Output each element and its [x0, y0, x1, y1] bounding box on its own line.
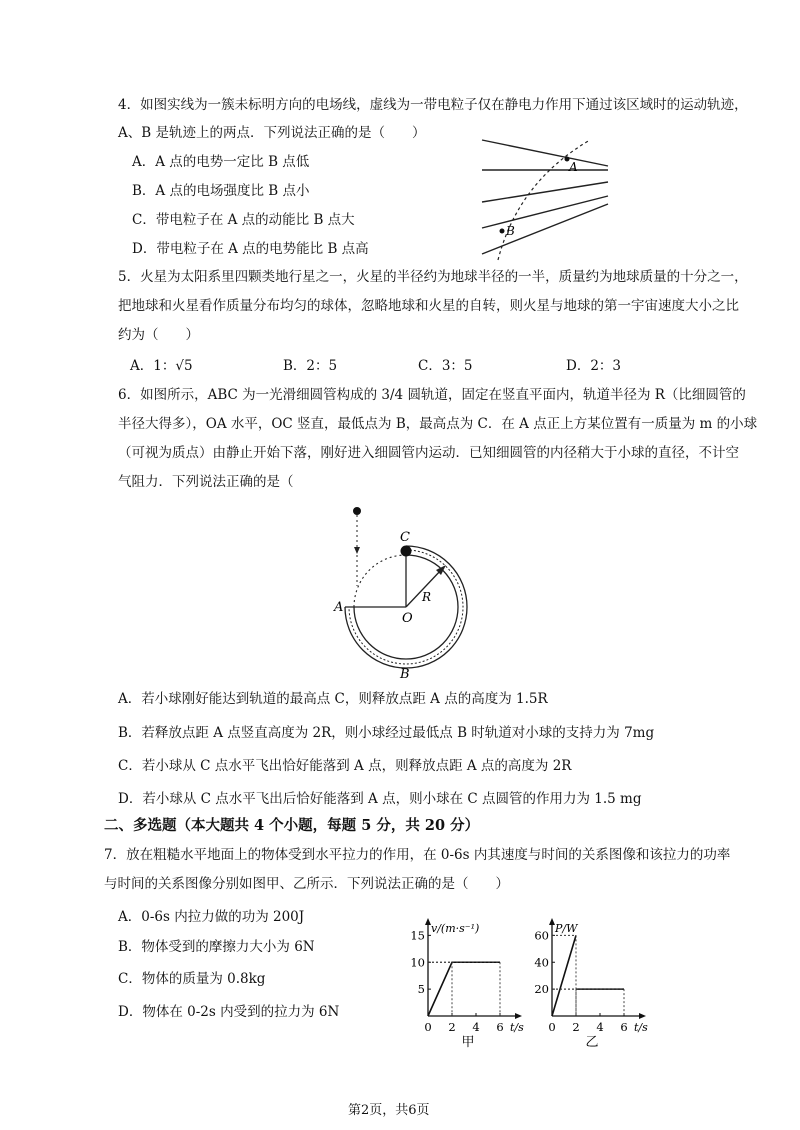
jia-series-line-0 — [428, 962, 500, 1016]
yi-x-arrow — [639, 1013, 646, 1019]
q6-stem-line1: 6．如图所示，ABC 为一光滑细圆管构成的 3/4 圆轨道，固定在竖直平面内，轨道半径为 R（比细圆管的 — [118, 387, 746, 403]
yi-series-line-0 — [552, 935, 576, 1016]
yi-x-tick-label: 0 — [548, 1020, 556, 1034]
q4-label-b: B — [506, 224, 515, 238]
q7-option-b: B．物体受到的摩擦力大小为 6N — [118, 939, 315, 955]
yi-y-tick-label: 40 — [534, 955, 549, 970]
jia-caption: 甲 — [461, 1035, 475, 1048]
q7-option-c: C．物体的质量为 0.8kg — [118, 971, 266, 987]
yi-y-axis-label: P/W — [555, 922, 578, 935]
q6-stem-line4: 气阻力．下列说法正确的是（ — [118, 474, 294, 490]
q4-option-a: A．A 点的电势一定比 B 点低 — [132, 154, 310, 170]
q6-option-c: C．若小球从 C 点水平飞出恰好能落到 A 点，则释放点距 A 点的高度为 2R — [118, 758, 572, 774]
jia-x-axis-label: t/s — [510, 1021, 524, 1034]
q6-label-a: A — [334, 600, 344, 615]
q6-label-b: B — [400, 667, 410, 680]
q7-stem-line1: 7．放在粗糙水平地面上的物体受到水平拉力的作用，在 0-6s 内其速度与时间的关系图像和该拉力的功率 — [104, 847, 731, 863]
yi-x-tick-label: 4 — [596, 1020, 604, 1034]
q6-circular-track-figure — [330, 500, 480, 680]
jia-x-tick-label: 6 — [496, 1020, 504, 1034]
jia-y-tick-label: 15 — [410, 928, 425, 943]
q4-field-line-figure — [478, 132, 618, 262]
q6-label-c: C — [400, 530, 410, 545]
jia-x-tick-label: 4 — [472, 1020, 480, 1034]
q5-option-d: D．2：3 — [566, 358, 622, 374]
q6-option-a: A．若小球刚好能达到轨道的最高点 C，则释放点距 A 点的高度为 1.5R — [118, 691, 548, 707]
yi-x-tick-label: 6 — [620, 1020, 628, 1034]
yi-y-tick-label: 20 — [534, 982, 549, 997]
jia-x-tick-label: 2 — [448, 1020, 456, 1034]
yi-x-axis-label: t/s — [634, 1021, 648, 1034]
q7-option-a: A．0-6s 内拉力做的功为 200J — [118, 909, 305, 925]
jia-y-tick-label: 5 — [417, 982, 425, 997]
q6-label-o: O — [402, 611, 413, 626]
q6-stem-line2: 半径大得多），OA 水平，OC 竖直，最低点为 B，最高点为 C．在 A 点正上方某位置有一质量为 m 的小球 — [118, 416, 758, 432]
q5-stem-line1: 5．火星为太阳系里四颗类地行星之一，火星的半径约为地球半径的一半，质量约为地球质量的十分之一， — [118, 269, 748, 285]
q7-stem-line2: 与时间的关系图像分别如图甲、乙所示．下列说法正确的是（ ） — [104, 876, 509, 892]
q4-label-a: A — [569, 160, 578, 174]
jia-x-arrow — [515, 1013, 522, 1019]
q6-option-d: D．若小球从 C 点水平飞出后恰好能落到 A 点，则小球在 C 点圆管的作用力为 1.5 mg — [118, 791, 642, 807]
q4-option-c: C．带电粒子在 A 点的动能比 B 点大 — [132, 212, 355, 228]
section-heading-multiple-choice: 二、多选题（本大题共 4 个小题，每题 5 分，共 20 分） — [104, 817, 480, 834]
q5-stem-line2: 把地球和火星看作质量分布均匀的球体，忽略地球和火星的自转，则火星与地球的第一宇宙速度大小之比 — [118, 298, 739, 314]
q4-option-b: B．A 点的电场强度比 B 点小 — [132, 183, 310, 199]
q5-option-c: C．3：5 — [418, 358, 473, 374]
yi-x-tick-label: 2 — [572, 1020, 580, 1034]
q5-stem-line3: 约为（ ） — [118, 327, 199, 343]
q6-option-b: B．若释放点距 A 点竖直高度为 2R，则小球经过最低点 B 时轨道对小球的支持力为 7mg — [118, 725, 655, 741]
jia-x-tick-label: 0 — [424, 1020, 432, 1034]
yi-y-tick-label: 60 — [534, 928, 549, 943]
q4-option-d: D．带电粒子在 A 点的电势能比 B 点高 — [132, 241, 369, 257]
velocity-time-chart — [406, 918, 526, 1048]
jia-y-tick-label: 10 — [410, 955, 425, 970]
q5-option-b: B．2：5 — [283, 358, 338, 374]
q5-option-a: A．1：√5 — [130, 358, 193, 374]
page-number-footer: 第2页，共6页 — [348, 1103, 430, 1118]
q6-stem-line3: （可视为质点）由静止开始下落，刚好进入细圆管内运动．已知细圆管的内径稍大于小球的直径，不计空 — [118, 445, 739, 461]
jia-y-axis-label: v/(m·s⁻¹) — [431, 922, 480, 935]
q6-label-r: R — [422, 590, 432, 604]
power-time-chart — [530, 918, 650, 1048]
q4-stem-line1: 4．如图实线为一簇未标明方向的电场线，虚线为一带电粒子仅在静电力作用下通过该区域时的运动轨迹， — [118, 97, 748, 113]
q7-option-d: D．物体在 0-2s 内受到的拉力为 6N — [118, 1004, 340, 1020]
yi-caption: 乙 — [585, 1035, 599, 1048]
q4-stem-line2: A、B 是轨迹上的两点．下列说法正确的是（ ） — [118, 125, 426, 141]
